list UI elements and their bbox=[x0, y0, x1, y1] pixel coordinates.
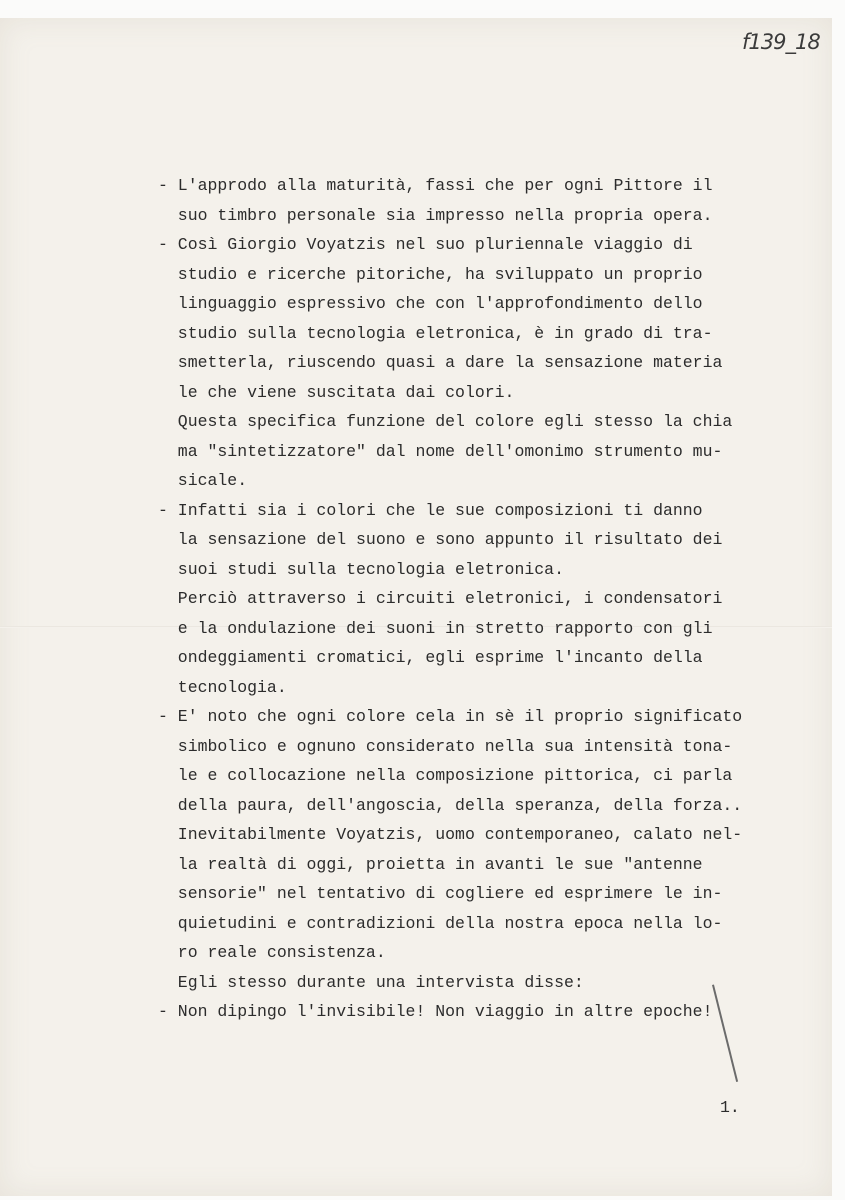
text-line: linguaggio espressivo che con l'approfondimento dello bbox=[158, 294, 703, 313]
text-line: ma "sintetizzatore" dal nome dell'omonimo strumento mu- bbox=[158, 441, 723, 461]
text-line: suoi studi sulla tecnologia eletronica. bbox=[158, 559, 564, 579]
text-line: della paura, dell'angoscia, della speranza, della forza.. bbox=[158, 795, 743, 815]
text-line: e la ondulazione dei suoni in stretto rapporto con gli bbox=[158, 618, 713, 638]
text-line: le e collocazione nella composizione pittorica, ci parla bbox=[158, 766, 733, 785]
text-line: quietudini e contradizioni della nostra epoca nella lo- bbox=[158, 913, 723, 933]
text-line: le che viene suscitata dai colori. bbox=[158, 382, 515, 402]
text-line: la sensazione del suono e sono appunto il risultato dei bbox=[158, 530, 723, 549]
text-line: studio sulla tecnologia eletronica, è in grado di tra- bbox=[158, 323, 713, 343]
text-line: studio e ricerche pitoriche, ha sviluppato un proprio bbox=[158, 264, 703, 284]
text-line: - L'approdo alla maturità, fassi che per ogni Pittore il bbox=[158, 176, 713, 195]
text-line: suo timbro personale sia impresso nella propria opera. bbox=[158, 205, 713, 225]
text-line: Egli stesso durante una intervista disse: bbox=[158, 972, 584, 992]
text-line: Perciò attraverso i circuiti eletronici, i condensatori bbox=[158, 589, 723, 608]
text-line: smetterla, riuscendo quasi a dare la sensazione materia bbox=[158, 353, 723, 372]
page-number: 1. bbox=[720, 1098, 740, 1117]
text-line: - Così Giorgio Voyatzis nel suo pluriennale viaggio di bbox=[158, 235, 693, 254]
text-line: simbolico e ognuno considerato nella sua intensità tona- bbox=[158, 736, 733, 756]
text-line: ro reale consistenza. bbox=[158, 943, 386, 962]
text-line: la realtà di oggi, proietta in avanti le sue "antenne bbox=[158, 854, 703, 874]
typewritten-body bbox=[158, 171, 742, 1027]
text-line: sensorie" nel tentativo di cogliere ed esprimere le in- bbox=[158, 884, 723, 903]
text-line: ondeggiamenti cromatici, egli esprime l'incanto della bbox=[158, 648, 703, 667]
text-line: Inevitabilmente Voyatzis, uomo contemporaneo, calato nel- bbox=[158, 825, 743, 844]
text-line: tecnologia. bbox=[158, 677, 287, 697]
text-line: - Non dipingo l'invisibile! Non viaggio in altre epoche! bbox=[158, 1002, 713, 1021]
text-line: Questa specifica funzione del colore egli stesso la chia bbox=[158, 412, 733, 431]
text-line: - Infatti sia i colori che le sue composizioni ti danno bbox=[158, 500, 703, 520]
handwritten-annotation: f139_18 bbox=[742, 30, 820, 54]
text-line: - E' noto che ogni colore cela in sè il proprio significato bbox=[158, 707, 743, 726]
text-line: sicale. bbox=[158, 471, 248, 490]
